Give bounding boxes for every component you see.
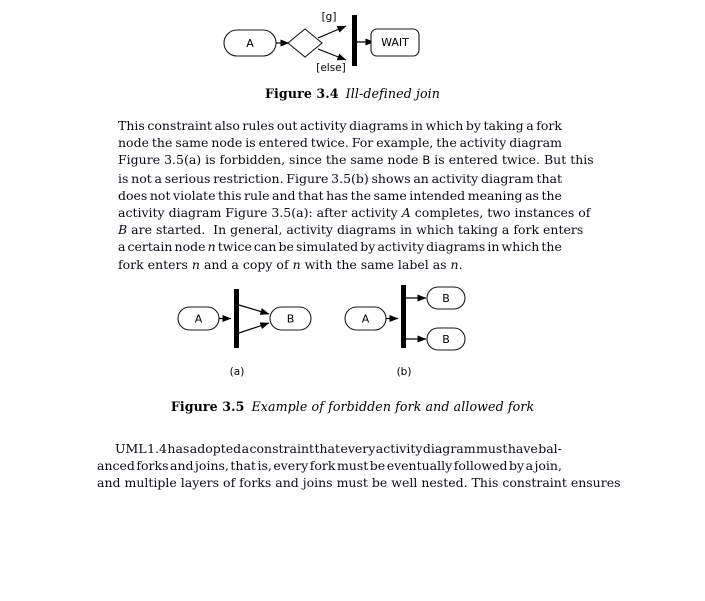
inline-node-name-b: B [422, 153, 431, 168]
paragraph-line: This constraint also rules out activity diagrams in which by taking a fork [118, 118, 562, 133]
variant-b-node-a-label: A [361, 312, 370, 326]
paragraph-line: Figure 3.5(a) is forbidden, since the same node B is entered twice. But this [118, 152, 594, 168]
node-a-label: A [246, 37, 254, 50]
figure-3-5-diagram [0, 278, 705, 370]
paragraph-line: activity diagram Figure 3.5(a): after activity A completes, two instances of [118, 205, 591, 221]
figure-3-4-caption-label: Figure 3.4 [265, 86, 339, 101]
math-variable-b: B [118, 222, 128, 238]
figure-3-4-caption [0, 86, 705, 102]
variant-a-edge-fork-lower [239, 323, 269, 333]
node-a [224, 30, 276, 56]
paragraph-line: UML 1.4 has adopted a constraint that every activity diagram must have bal- [115, 441, 562, 456]
edge-guard-g [318, 26, 346, 38]
node-wait-label: WAIT [381, 36, 409, 49]
paragraph-line: and multiple layers of forks and joins must be well nested. This constraint ensures [97, 475, 621, 491]
guard-label-else: [else] [316, 62, 346, 74]
body-paragraph-2 [97, 440, 621, 492]
paragraph-line: fork enters n and a copy of n with the same label as n. [118, 256, 463, 272]
figure-3-5-variant-a [178, 289, 311, 348]
variant-b-node-b-top-label: B [442, 292, 450, 305]
figure-3-5-sublabel-b: (b) [396, 366, 412, 378]
figure-3-5-caption-text: Example of forbidden fork and allowed fork [251, 399, 535, 414]
math-variable-a: A [401, 205, 411, 221]
join-bar [352, 15, 357, 66]
variant-b-node-b-bottom-label: B [442, 333, 450, 346]
paragraph-line: does not violate this rule and that has the same intended meaning as the [118, 187, 562, 203]
paragraph-line: B are started. In general, activity diagrams in which taking a fork enters [118, 222, 584, 238]
figure-3-5-caption [0, 399, 705, 415]
math-variable-n: n [450, 256, 459, 272]
variant-b-fork-bar [401, 285, 406, 348]
math-variable-n: n [191, 256, 200, 272]
paragraph-line: node the same node is entered twice. For example, the activity diagram [118, 135, 562, 151]
variant-a-edge-fork-upper [239, 305, 269, 314]
math-variable-n: n [292, 256, 301, 272]
variant-a-node-b-label: B [286, 312, 295, 326]
guard-label-g: [g] [321, 11, 337, 23]
variant-a-node-a-label: A [194, 312, 203, 326]
paragraph-line: is not a serious restriction. Figure 3.5(b) shows an activity diagram that [118, 170, 562, 186]
figure-3-4-diagram [0, 4, 705, 82]
figure-3-4-caption-text: Ill-defined join [345, 86, 440, 101]
variant-a-fork-bar [234, 289, 239, 348]
paragraph-line: anced forks and joins, that is, every fork must be eventually followed by a join, [97, 458, 562, 474]
decision-diamond [288, 29, 322, 57]
figure-3-5-variant-b [345, 285, 465, 350]
node-wait [371, 29, 419, 56]
edge-guard-else [318, 49, 346, 60]
body-paragraph-1 [118, 117, 594, 273]
figure-3-5-sublabel-a: (a) [229, 366, 245, 378]
figure-3-5-caption-label: Figure 3.5 [170, 399, 245, 414]
paragraph-line: a certain node n twice can be simulated by activity diagrams in which the [118, 239, 562, 255]
